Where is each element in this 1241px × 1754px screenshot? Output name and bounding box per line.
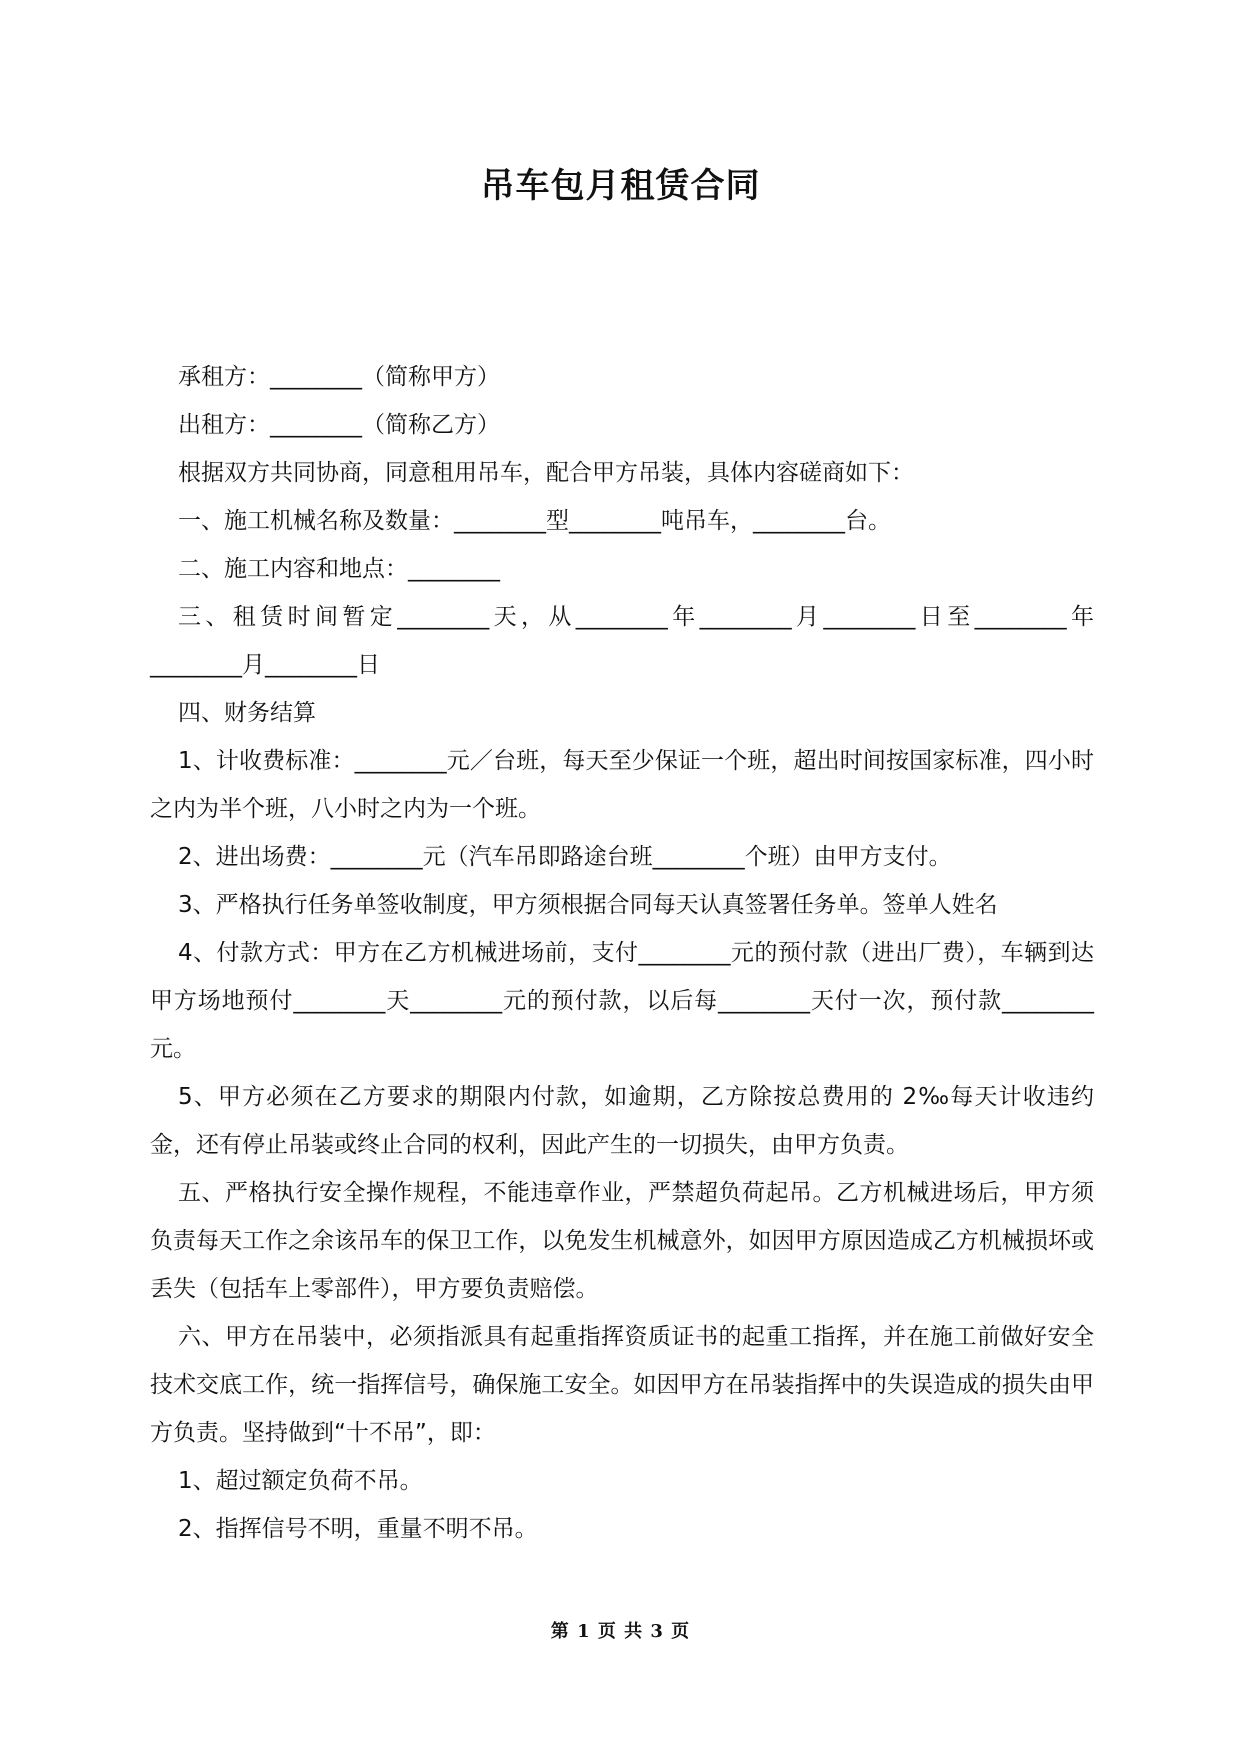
paragraph-lessor: 出租方：________（简称乙方）: [178, 412, 500, 438]
paragraph-clause-3: 三、租赁时间暂定________天，从________年________月________日至________年________月________日: [150, 604, 1094, 678]
paragraph-preamble: 根据双方共同协商，同意租用吊车，配合甲方吊装，具体内容磋商如下：: [178, 460, 914, 486]
paragraph-clause-2: 二、施工内容和地点：________: [178, 556, 500, 582]
paragraph-clause-1: 一、施工机械名称及数量：________型________吨吊车，________台。: [178, 508, 891, 534]
paragraph-item-4-1: 1、计收费标准：________元／台班，每天至少保证一个班，超出时间按国家标准，四小时之内为半个班，八小时之内为一个班。: [150, 748, 1094, 822]
paragraph-item-6-1: 1、超过额定负荷不吊。: [178, 1468, 423, 1494]
paragraph-item-4-2: 2、进出场费：________元（汽车吊即路途台班________个班）由甲方支付。: [178, 844, 952, 870]
paragraph-clause-6: 六、甲方在吊装中，必须指派具有起重指挥资质证书的起重工指挥，并在施工前做好安全技术交底工作，统一指挥信号，确保施工安全。如因甲方在吊装指挥中的失误造成的损失由甲方负责。坚持做到“十不吊”，即：: [150, 1324, 1094, 1446]
paragraph-clause-5: 五、严格执行安全操作规程，不能违章作业，严禁超负荷起吊。乙方机械进场后，甲方须负责每天工作之余该吊车的保卫工作，以免发生机械意外，如因甲方原因造成乙方机械损坏或丢失（包括车上零部件），甲方要负责赔偿。: [150, 1180, 1094, 1302]
document-body: [150, 353, 1094, 1553]
paragraph-item-4-4: 4、付款方式：甲方在乙方机械进场前，支付________元的预付款（进出厂费），车辆到达甲方场地预付________天________元的预付款，以后每________天付一次，预付款________元。: [150, 940, 1094, 1062]
paragraph-item-4-3: 3、严格执行任务单签收制度，甲方须根据合同每天认真签署任务单。签单人姓名: [178, 892, 998, 918]
paragraph-lessee: 承租方：________（简称甲方）: [178, 364, 500, 390]
paragraph-item-4-5: 5、甲方必须在乙方要求的期限内付款，如逾期，乙方除按总费用的 2‰每天计收违约金，还有停止吊装或终止合同的权利，因此产生的一切损失，由甲方负责。: [150, 1084, 1094, 1158]
paragraph-item-6-2: 2、指挥信号不明，重量不明不吊。: [178, 1516, 538, 1542]
paragraph-clause-4: 四、财务结算: [178, 700, 316, 726]
document-title: 吊车包月租赁合同: [480, 166, 761, 206]
page-number-footer: 第 1 页 共 3 页: [550, 1621, 691, 1642]
